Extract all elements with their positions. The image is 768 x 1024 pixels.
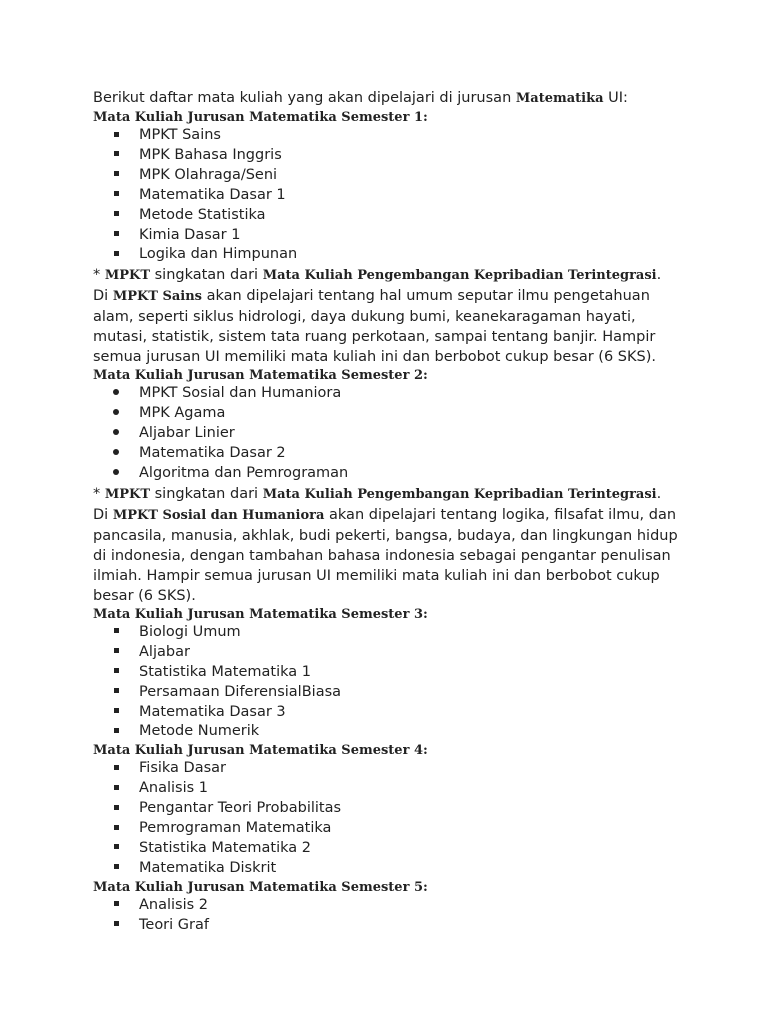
list-item-label: Analisis 2: [139, 896, 209, 913]
intro-text: Berikut daftar mata kuliah yang akan dipelajari di jurusan: [93, 90, 516, 106]
desc-term: MPKT Sains: [112, 289, 202, 305]
list-item: [93, 779, 678, 799]
semester-2-list: [93, 384, 678, 484]
list-item-label: MPK Bahasa Inggris: [139, 146, 282, 163]
desc-text: akan dipelajari tentang hal umum seputar ilmu pengetahuan alam, seperti siklus hidrologi, daya dukung bumi, keanekaragaman hayati, mutasi, statistik, sistem tata ruang perkotaan, sampai tentang banjir. Hampir semua jurusan UI memiliki mata kuliah ini dan berbobot cukup besar (6 SKS).: [93, 288, 656, 366]
square-bullet-icon: [110, 663, 122, 683]
square-bullet-icon: [110, 166, 122, 186]
list-item: [93, 916, 678, 936]
list-item: [93, 206, 678, 226]
list-item-label: Algoritma dan Pemrograman: [139, 464, 349, 481]
square-bullet-icon: [110, 896, 122, 916]
round-bullet-icon: [110, 464, 122, 484]
square-bullet-icon: [110, 186, 122, 206]
semester-4-heading: Mata Kuliah Jurusan Matematika Semester 4:: [93, 743, 428, 759]
list-item: [93, 839, 678, 859]
footnote-mpkt: [93, 265, 678, 286]
list-item-label: MPKT Sains: [139, 127, 221, 143]
list-item-label: Teori Graf: [139, 916, 209, 933]
semester-3-heading: Mata Kuliah Jurusan Matematika Semester 3:: [93, 606, 428, 622]
list-item: [93, 146, 678, 166]
semester-5-heading: Mata Kuliah Jurusan Matematika Semester 5:: [93, 879, 428, 895]
list-item: [93, 166, 678, 186]
list-item-label: Matematika Dasar 2: [139, 445, 286, 462]
list-item: [93, 424, 678, 444]
list-item-label: Kimia Dasar 1: [139, 226, 241, 243]
desc-prefix: Di: [93, 506, 113, 523]
footnote-expansion: Mata Kuliah Pengembangan Kepribadian Terintegrasi: [262, 268, 657, 284]
list-item: [93, 722, 678, 742]
list-item: [93, 444, 678, 464]
footnote-text: singkatan dari: [150, 485, 263, 502]
semester-3-list: [93, 623, 678, 742]
list-item-label: Pengantar Teori Probabilitas: [139, 800, 342, 817]
list-item: [93, 759, 678, 779]
list-item-label: Matematika Dasar 3: [139, 703, 286, 720]
list-item-label: Statistika Matematika 2: [139, 839, 311, 856]
intro-line: [93, 88, 678, 109]
square-bullet-icon: [110, 226, 122, 246]
list-item: [93, 799, 678, 819]
square-bullet-icon: [110, 703, 122, 723]
footnote-star: *: [93, 485, 105, 502]
list-item-label: Metode Statistika: [139, 206, 266, 223]
list-item: [93, 643, 678, 663]
list-item: [93, 819, 678, 839]
list-item: [93, 683, 678, 703]
list-item-label: Aljabar Linier: [139, 425, 235, 442]
list-item: [93, 186, 678, 206]
semester-1-heading: Mata Kuliah Jurusan Matematika Semester 1:: [93, 110, 428, 125]
list-item: [93, 384, 678, 404]
list-item: [93, 404, 678, 424]
desc-term: MPKT Sosial dan Humaniora: [112, 507, 325, 523]
footnote-end: .: [656, 485, 662, 502]
list-item-label: Pemrograman Matematika: [139, 820, 332, 837]
list-item-label: MPK Agama: [139, 405, 226, 422]
square-bullet-icon: [110, 759, 122, 779]
square-bullet-icon: [110, 683, 122, 703]
intro-bold: Matematika: [515, 91, 604, 106]
mpkt-sosial-description: [93, 505, 678, 606]
semester-5-list: [93, 896, 678, 936]
list-item: [93, 623, 678, 643]
square-bullet-icon: [110, 245, 122, 265]
semester-1-list: [93, 126, 678, 265]
round-bullet-icon: [110, 424, 122, 444]
mpkt-sains-description: [93, 286, 678, 367]
footnote-expansion: Mata Kuliah Pengembangan Kepribadian Terintegrasi: [262, 486, 657, 502]
list-item-label: Statistika Matematika 1: [139, 663, 311, 680]
list-item-label: Matematika Diskrit: [139, 859, 277, 876]
list-item-label: MPKT Sosial dan Humaniora: [139, 385, 342, 402]
list-item-label: Matematika Dasar 1: [139, 186, 286, 203]
list-item-label: Metode Numerik: [139, 723, 260, 740]
list-item: [93, 245, 678, 265]
list-item-label: Fisika Dasar: [139, 760, 226, 777]
square-bullet-icon: [110, 819, 122, 839]
footnote-mpkt: [93, 484, 678, 505]
list-item: [93, 126, 678, 146]
square-bullet-icon: [110, 206, 122, 226]
semester-2-heading: Mata Kuliah Jurusan Matematika Semester 2:: [93, 368, 428, 384]
list-item-label: Analisis 1: [139, 780, 209, 797]
footnote-end: .: [656, 267, 662, 284]
footnote-star: *: [93, 267, 105, 284]
square-bullet-icon: [110, 146, 122, 166]
desc-text: akan dipelajari tentang logika, filsafat ilmu, dan pancasila, manusia, akhlak, budi pekerti, bangsa, budaya, dan lingkungan hidup di indonesia, dengan tambahan bahasa indonesia sebagai pengantar penulisan ilmiah. Hampir semua jurusan UI memiliki mata kuliah ini dan berbobot cukup besar (6 SKS).: [93, 506, 678, 604]
intro-end: UI:: [603, 90, 628, 106]
square-bullet-icon: [110, 643, 122, 663]
list-item-label: Biologi Umum: [139, 623, 241, 640]
footnote-term: MPKT: [104, 486, 150, 502]
square-bullet-icon: [110, 859, 122, 879]
square-bullet-icon: [110, 623, 122, 643]
square-bullet-icon: [110, 916, 122, 936]
list-item-label: Aljabar: [139, 643, 190, 660]
round-bullet-icon: [110, 444, 122, 464]
list-item: [93, 703, 678, 723]
round-bullet-icon: [110, 384, 122, 404]
list-item-label: Persamaan DiferensialBiasa: [139, 683, 342, 700]
list-item: [93, 896, 678, 916]
list-item-label: MPK Olahraga/Seni: [139, 166, 278, 183]
footnote-text: singkatan dari: [150, 267, 263, 284]
square-bullet-icon: [110, 799, 122, 819]
footnote-term: MPKT: [104, 268, 150, 284]
semester-4-list: [93, 759, 678, 878]
square-bullet-icon: [110, 779, 122, 799]
list-item: [93, 226, 678, 246]
list-item: [93, 663, 678, 683]
square-bullet-icon: [110, 126, 122, 146]
list-item: [93, 859, 678, 879]
desc-prefix: Di: [93, 288, 113, 305]
document-page: [93, 88, 678, 936]
square-bullet-icon: [110, 722, 122, 742]
list-item: [93, 464, 678, 484]
round-bullet-icon: [110, 404, 122, 424]
list-item-label: Logika dan Himpunan: [139, 246, 298, 263]
square-bullet-icon: [110, 839, 122, 859]
